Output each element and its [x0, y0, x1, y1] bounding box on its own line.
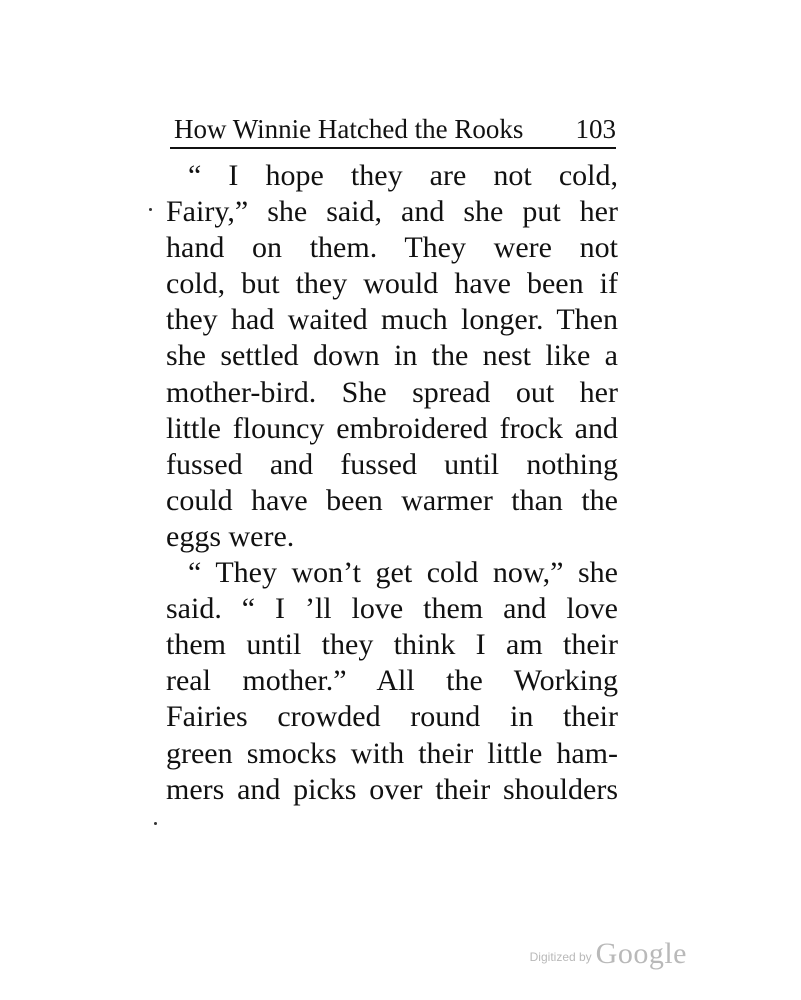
text-line: said. “ I ’ll love them and love: [166, 592, 618, 626]
text-line: cold, but they would have been if: [166, 267, 618, 301]
page-number: 103: [575, 114, 616, 144]
text-line: fussed and fussed until nothing: [166, 447, 618, 481]
text-line: “ They won’t get cold now,” she: [188, 556, 618, 590]
running-head-title: How Winnie Hatched the Rooks: [174, 114, 524, 144]
text-line: mers and picks over their shoulders: [166, 772, 618, 806]
running-head: [170, 112, 616, 146]
text-line: they had waited much longer. Then: [166, 303, 618, 337]
body-text: [166, 158, 618, 808]
text-line: real mother.” All the Working: [166, 664, 618, 698]
text-line: them until they think I am their: [166, 628, 618, 662]
watermark-prefix: Digitized by: [529, 950, 592, 964]
text-line: could have been warmer than the: [166, 483, 618, 517]
text-line: hand on them. They were not: [166, 231, 618, 265]
text-line: Fairy,” she said, and she put her: [166, 195, 618, 229]
text-line: she settled down in the nest like a: [166, 339, 618, 373]
text-line: mother-bird. She spread out her: [166, 375, 618, 409]
digitized-watermark: [530, 937, 687, 981]
text-line: green smocks with their little ham-: [166, 736, 618, 770]
text-line: “ I hope they are not cold,: [188, 159, 618, 192]
scan-speck: [154, 822, 157, 825]
text-line: little flouncy embroidered frock and: [166, 411, 618, 445]
scan-speck: [149, 208, 152, 211]
text-line: Fairies crowded round in their: [166, 700, 618, 734]
header-rule: [170, 147, 616, 149]
watermark-brand: Google: [595, 937, 687, 970]
text-line: eggs were.: [166, 519, 295, 553]
